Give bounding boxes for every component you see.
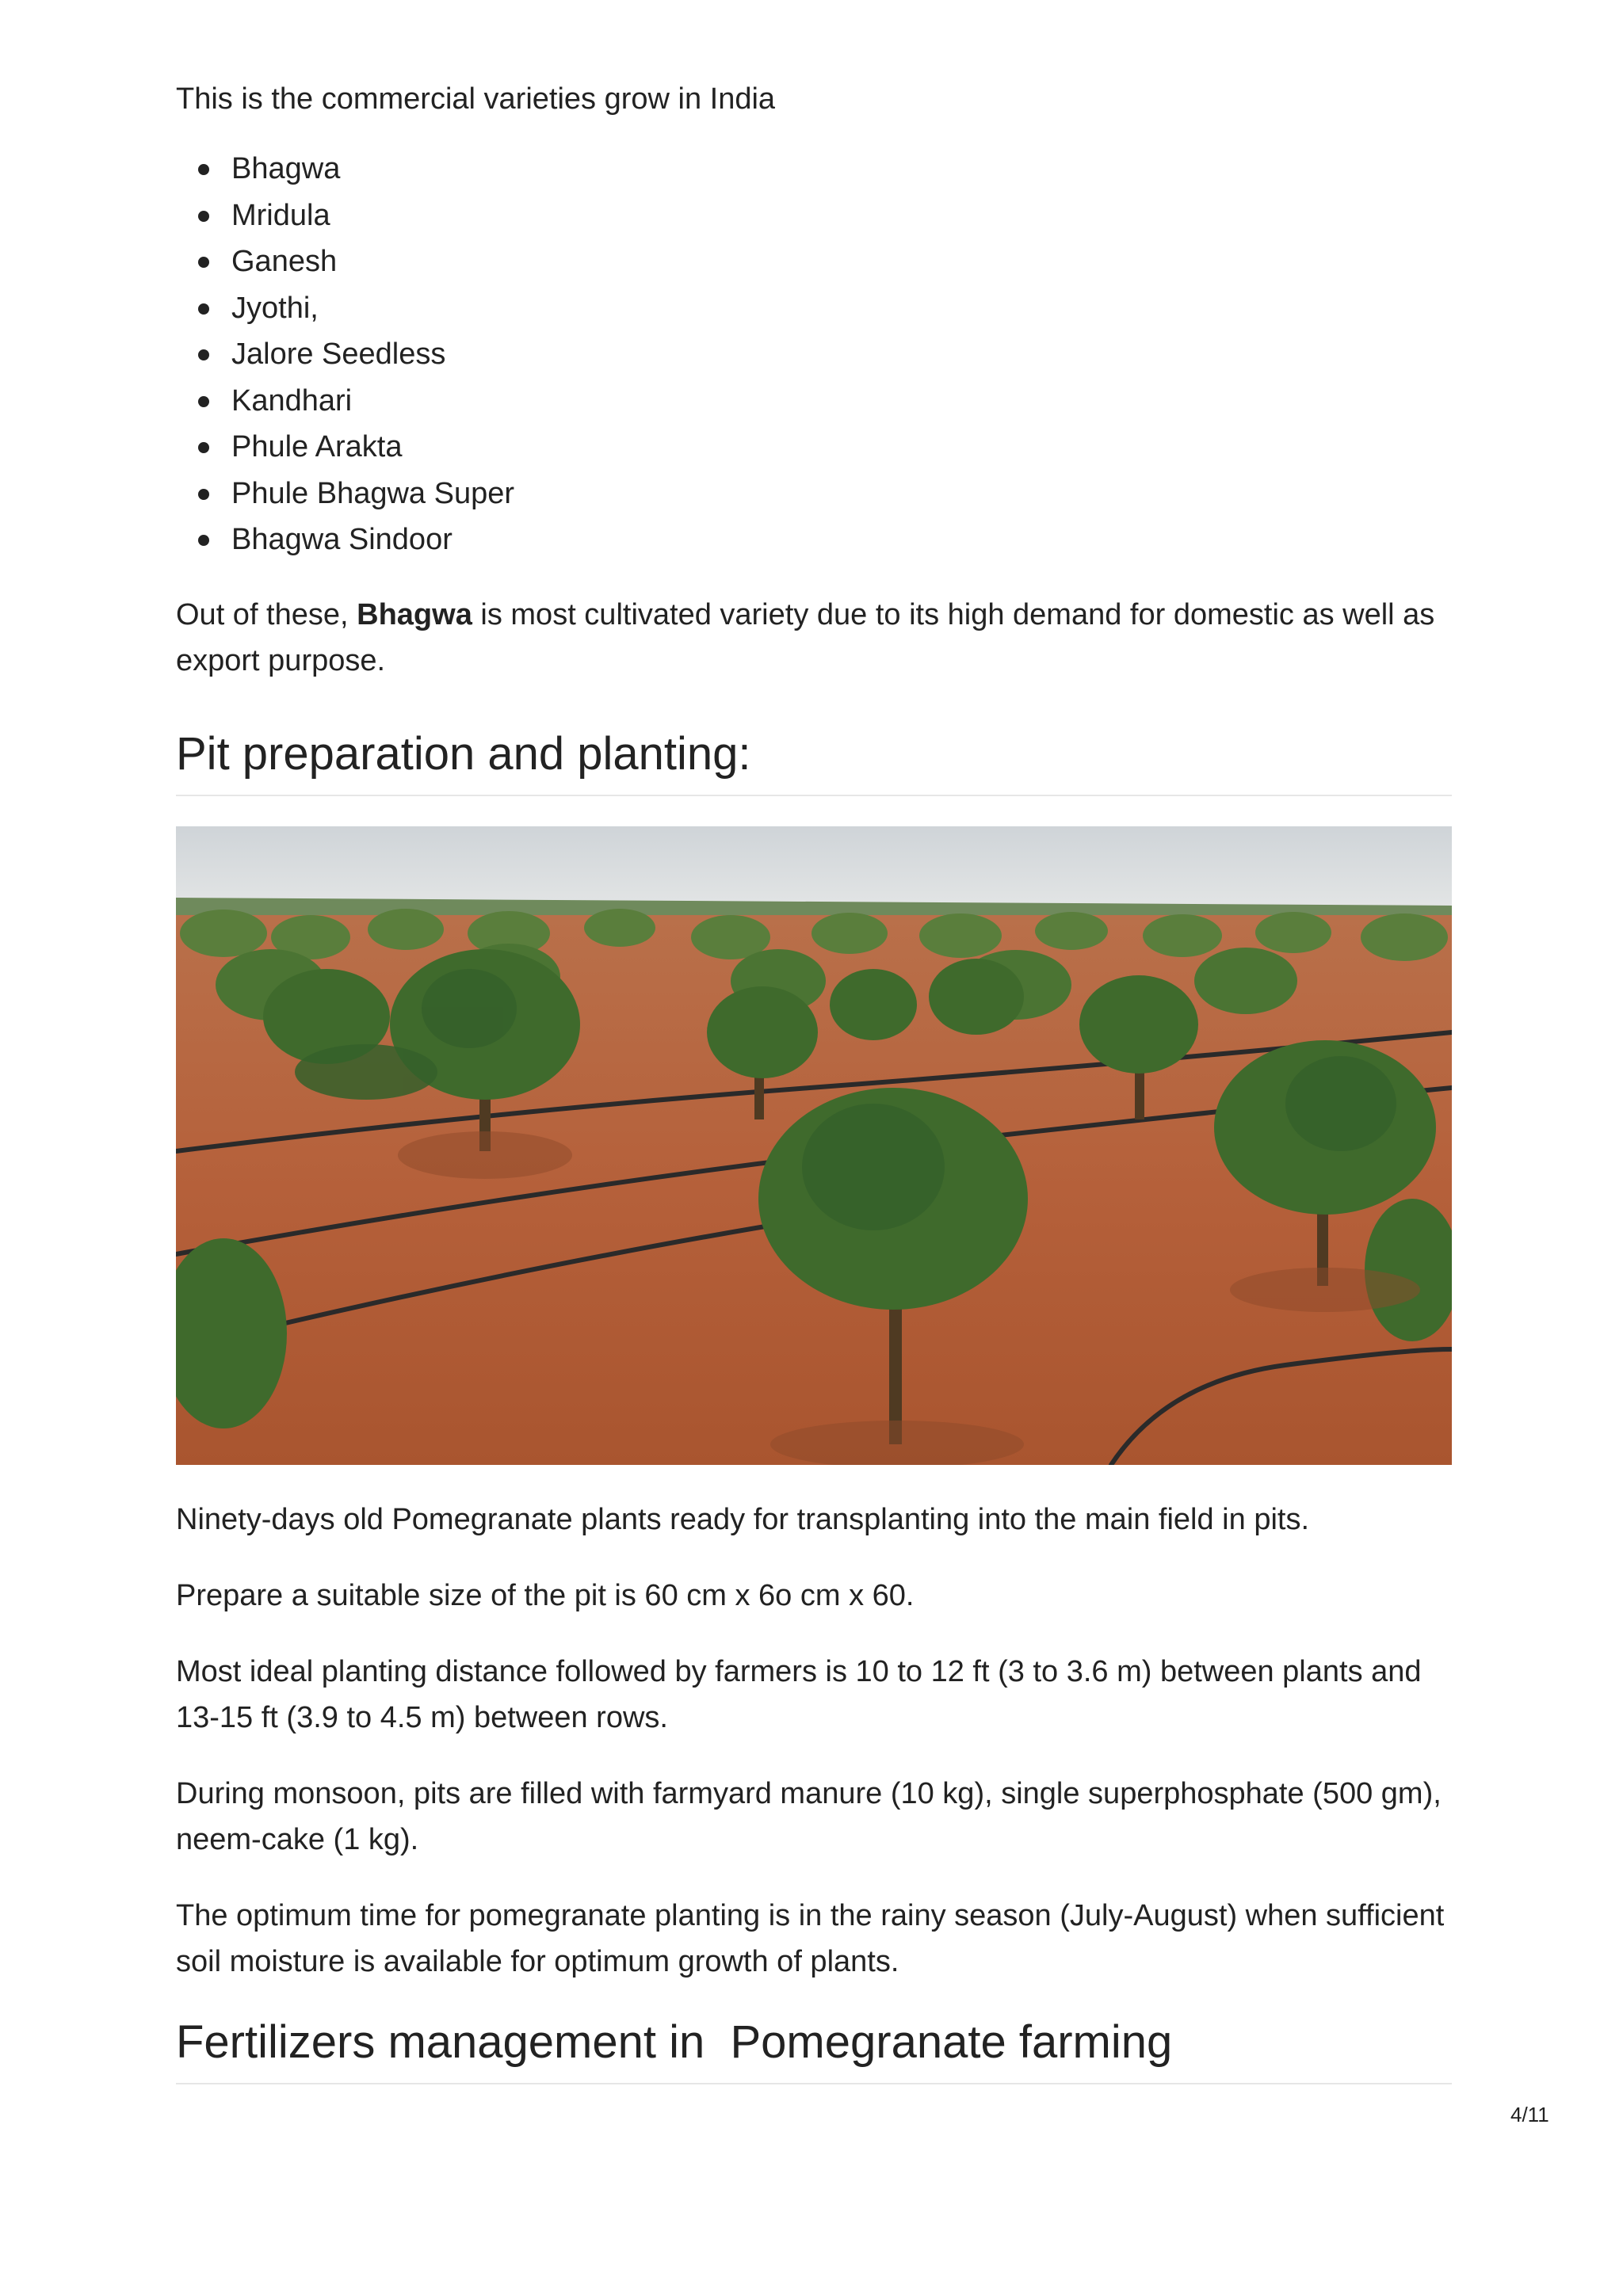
list-item: Bhagwa: [231, 146, 1452, 193]
variety-list: [176, 146, 1452, 563]
bold-variety: Bhagwa: [357, 597, 472, 631]
section-heading-fertilizers: Fertilizers management in Pomegranate farming: [176, 2015, 1452, 2084]
bullet-icon: [198, 442, 209, 453]
section1-paragraph: Prepare a suitable size of the pit is 60 cm x 6o cm x 60.: [176, 1578, 915, 1612]
list-item: Phule Bhagwa Super: [231, 471, 1452, 517]
intro-text: This is the commercial varieties grow in India: [176, 82, 776, 116]
bullet-icon: [198, 349, 209, 360]
section1-paragraph: Ninety-days old Pomegranate plants ready for transplanting into the main field in pits.: [176, 1502, 1310, 1536]
section1-paragraph: During monsoon, pits are filled with farmyard manure (10 kg), single superphosphate (500 gm), neem-cake (1 kg).: [176, 1776, 1442, 1856]
pomegranate-orchard-photo: [176, 826, 1452, 1465]
page-number: 4/11: [1510, 2103, 1549, 2126]
bullet-icon: [198, 489, 209, 500]
list-item: Mridula: [231, 193, 1452, 239]
section-heading-pit-preparation: Pit preparation and planting:: [176, 727, 1452, 796]
summary-paragraph: Out of these, Bhagwa is most cultivated variety due to its high demand for domestic as well as export purpose.: [176, 597, 1435, 677]
list-item: Kandhari: [231, 378, 1452, 425]
list-item: Jyothi,: [231, 285, 1452, 332]
bullet-icon: [198, 303, 209, 315]
list-item: Jalore Seedless: [231, 331, 1452, 378]
list-item: Ganesh: [231, 238, 1452, 285]
bullet-icon: [198, 396, 209, 407]
list-item: Bhagwa Sindoor: [231, 517, 1452, 563]
section1-paragraph: Most ideal planting distance followed by farmers is 10 to 12 ft (3 to 3.6 m) between plants and 13-15 ft (3.9 to 4.5 m) between rows.: [176, 1654, 1422, 1734]
article-content: [176, 76, 1452, 2084]
section1-paragraph: The optimum time for pomegranate planting is in the rainy season (July-August) when sufficient soil moisture is available for optimum growth of plants.: [176, 1898, 1445, 1978]
bullet-icon: [198, 164, 209, 175]
bullet-icon: [198, 535, 209, 546]
bullet-icon: [198, 211, 209, 222]
bullet-icon: [198, 257, 209, 268]
list-item: Phule Arakta: [231, 424, 1452, 471]
